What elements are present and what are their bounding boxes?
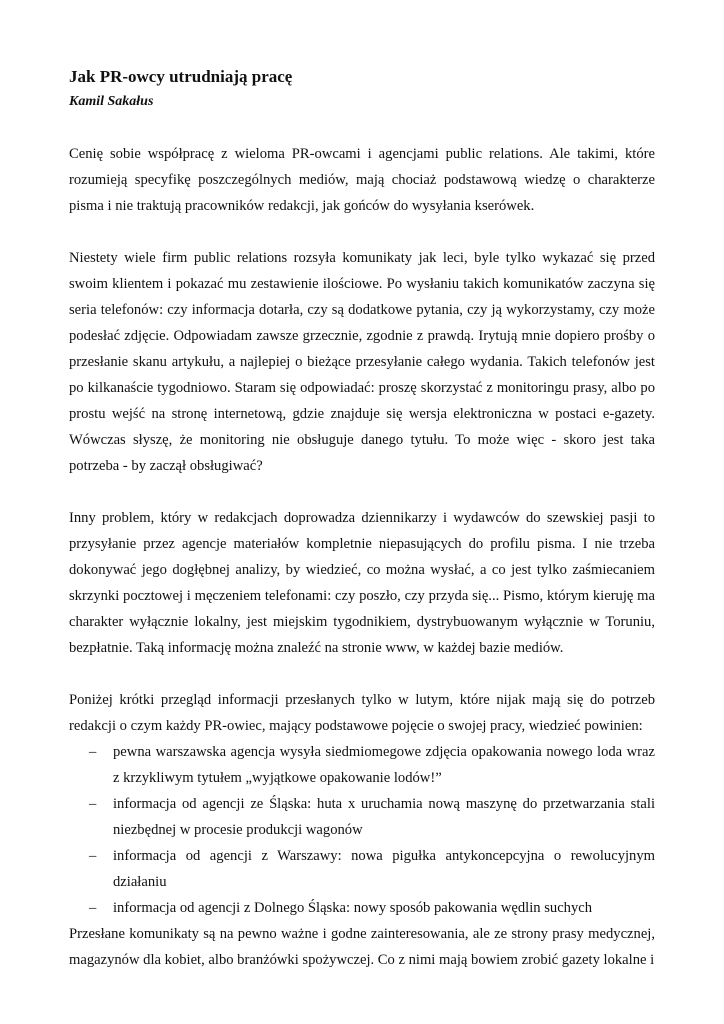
paragraph-closing: Przesłane komunikaty są na pewno ważne i godne zainteresowania, ale ze strony prasy medycznej, magazynów dla kobiet, albo branżówki spożywczej. Co z nimi mają bowiem zrobić gazety lokalne i [69,926,655,968]
list-dash-marker: – [89,744,97,760]
list-dash-marker: – [89,796,97,812]
list-dash-marker: – [89,848,97,864]
paragraph-february-overview: Poniżej krótki przegląd informacji przesłanych tylko w lutym, które nijak mają się do potrzeb redakcji o czym każdy PR-owiec, mający podstawowe pojęcie o swojej pracy, wiedzieć powinien: [69,692,655,734]
document-page [69,64,655,973]
article-author: Kamil Sakałus [69,94,154,109]
paragraph-phone-calls: Niestety wiele firm public relations rozsyła komunikaty jak leci, byle tylko wykazać się przed swoim klientem i pokazać mu zestawienie ilościowe. Po wysłaniu takich komunikatów zaczyna się seria telefonów: czy informacja dotarła, czy są dodatkowe pytania, czy ją wykorzystamy, czy może podesłać zdjęcie. Odpowiadam zawsze grzecznie, zgodnie z prawdą. Irytują mnie dopiero prośby o przesłanie skanu artykułu, a najlepiej o bieżące przesyłanie całego wydania. Takich telefonów jest po kilkanaście tygodniowo. Staram się odpowiadać: proszę skorzystać z monitoringu prasy, albo po prostu wejść na stronę internetową, gdzie znajduje się wersja elektroniczna w postaci e-gazety. Wówczas słyszę, że monitoring nie obsługuje danego tytułu. To może więc - skoro jest taka potrzeba - by zaczął obsługiwać? [69,250,655,474]
list-item [69,895,655,921]
list-item [69,843,655,895]
paragraph-irrelevant-materials: Inny problem, który w redakcjach doprowadza dziennikarzy i wydawców do szewskiej pasji to przysyłanie przez agencje materiałów kompletnie niepasujących do profilu pisma. I nie trzeba dokonywać jego dogłębnej analizy, by wiedzieć, co można wysłać, a co jest tylko zaśmiecaniem skrzynki pocztowej i męczeniem telefonami: czy poszło, czy przyda się... Pismo, którym kieruję ma charakter wyłącznie lokalny, jest miejskim tygodnikiem, dystrybuowanym wyłącznie w Toruniu, bezpłatnie. Taką informację można znaleźć na stronie www, w każdej bazie mediów. [69,510,655,656]
list-item-text: informacja od agencji z Dolnego Śląska: nowy sposób pakowania wędlin suchych [113,900,593,916]
list-item-text: pewna warszawska agencja wysyła siedmiomegowe zdjęcia opakowania nowego loda wraz z krzykliwym tytułem „wyjątkowe opakowanie lodów!” [113,744,655,786]
paragraph-intro: Cenię sobie współpracę z wieloma PR-owcami i agencjami public relations. Ale takimi, które rozumieją specyfikę poszczególnych mediów, mają chociaż podstawową wiedzę o charakterze pisma i nie traktują pracowników redakcji, jak gońców do wysyłania kserówek. [69,146,655,214]
list-item-text: informacja od agencji ze Śląska: huta x uruchamia nową maszynę do przetwarzania stali niezbędnej w procesie produkcji wagonów [113,796,655,838]
list-dash-marker: – [89,900,97,916]
article-title: Jak PR-owcy utrudniają pracę [69,67,293,86]
examples-list [69,739,655,921]
list-item [69,791,655,843]
list-item-text: informacja od agencji z Warszawy: nowa pigułka antykoncepcyjna o rewolucyjnym działaniu [113,848,655,890]
list-item [69,739,655,791]
